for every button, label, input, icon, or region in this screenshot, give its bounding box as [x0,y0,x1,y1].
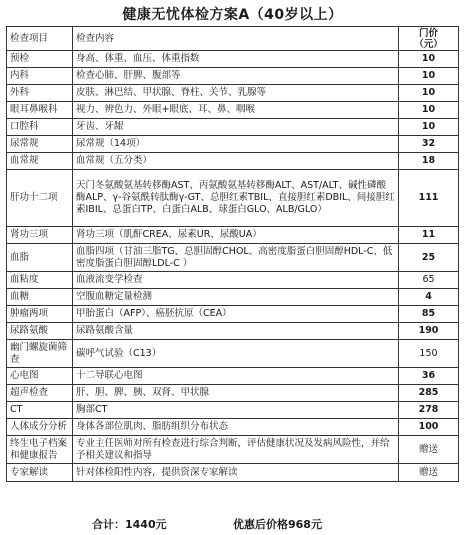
row-content: 十二导联心电图 [73,368,399,385]
row-price: 4 [399,289,459,306]
row-content: 针对体检阳性内容，提供资深专家解读 [73,464,399,482]
row-content: 空腹血糖定量检测 [73,289,399,306]
row-content: 血脂四项（甘油三脂TG、总胆固醇CHOL、高密度脂蛋白胆固醇HDL-C、低密度脂蛋白胆固醇LDL-C ） [73,244,399,272]
table-row [7,368,459,385]
row-price: 65 [399,272,459,289]
table-row [7,170,459,227]
row-item: 预检 [7,51,73,68]
table-row [7,102,459,119]
row-item: 口腔科 [7,119,73,136]
row-price: 32 [399,136,459,153]
table-row [7,272,459,289]
row-item: 超声检查 [7,385,73,402]
row-item: CT [7,402,73,419]
table-row [7,85,459,102]
header-item: 检查项目 [7,27,73,51]
table-row [7,464,459,482]
row-price: 85 [399,306,459,323]
row-content: 牙齿、牙龈 [73,119,399,136]
header-price [399,27,459,51]
row-item: 血糖 [7,289,73,306]
row-price: 25 [399,244,459,272]
row-item: 血粘度 [7,272,73,289]
row-price: 278 [399,402,459,419]
row-content: 胸部CT [73,402,399,419]
total-price: 合计：1440元 [92,518,167,531]
row-item: 肾功三项 [7,227,73,244]
table-row [7,68,459,85]
row-price: 赠送 [399,436,459,464]
row-content: 专业主任医师对所有检查进行综合判断，评估健康状况及发病风险性，并给予相关建议和指导 [73,436,399,464]
row-item: 肝功十二项 [7,170,73,227]
table-row [7,323,459,340]
row-item: 尿路氨酸 [7,323,73,340]
row-content: 碳呼气试验（C13） [73,340,399,368]
price-footer [0,516,465,532]
row-item: 幽门螺旋菌筛查 [7,340,73,368]
row-content: 肝、胆、脾、胰、双肾、甲状腺 [73,385,399,402]
row-price: 285 [399,385,459,402]
table-row [7,289,459,306]
table-row [7,227,459,244]
discount-price: 优惠后价格968元 [233,518,322,531]
row-content: 身体各部位肌肉、脂肪组织分布状态 [73,419,399,436]
table-row [7,419,459,436]
table-row [7,306,459,323]
table-header-row [7,27,459,51]
row-price: 10 [399,119,459,136]
table-row [7,436,459,464]
row-price: 10 [399,51,459,68]
row-price: 111 [399,170,459,227]
row-item: 终生电子档案和健康报告 [7,436,73,464]
row-content: 视力、辨色力、外眼+眼底、耳、鼻、咽喉 [73,102,399,119]
row-content: 皮肤、淋巴结、甲状腺、脊柱、关节、乳腺等 [73,85,399,102]
row-price: 18 [399,153,459,170]
table-row [7,402,459,419]
row-content: 身高、体重、血压、体重指数 [73,51,399,68]
row-item: 肿瘤两项 [7,306,73,323]
row-content: 尿常规（14项） [73,136,399,153]
row-item: 人体成分分析 [7,419,73,436]
row-item: 心电图 [7,368,73,385]
header-content: 检查内容 [73,27,399,51]
row-content: 甲胎蛋白（AFP）、癌胚抗原（CEA） [73,306,399,323]
row-item: 血常规 [7,153,73,170]
row-content: 血液流变学检查 [73,272,399,289]
row-price: 150 [399,340,459,368]
row-price: 10 [399,68,459,85]
row-item: 外科 [7,85,73,102]
table-row [7,51,459,68]
row-content: 尿路氨酸含量 [73,323,399,340]
row-item: 专家解读 [7,464,73,482]
header-price-line1: 门价 [418,27,438,39]
row-price: 10 [399,85,459,102]
table-row [7,244,459,272]
header-price-line2: （元） [414,38,443,50]
row-price: 11 [399,227,459,244]
table-row [7,119,459,136]
row-item: 内科 [7,68,73,85]
row-item: 眼耳鼻喉科 [7,102,73,119]
row-price: 100 [399,419,459,436]
table-row [7,340,459,368]
row-content: 肾功三项（肌酐CREA、尿素UR、尿酸UA） [73,227,399,244]
table-row [7,136,459,153]
row-content: 检查心肺、肝脾、腹部等 [73,68,399,85]
row-price: 36 [399,368,459,385]
checkup-plan-table [6,26,459,482]
row-price: 190 [399,323,459,340]
row-price: 10 [399,102,459,119]
row-item: 血脂 [7,244,73,272]
row-item: 尿常规 [7,136,73,153]
table-row [7,153,459,170]
row-content: 血常规（五分类） [73,153,399,170]
page-title: 健康无忧体检方案A（40岁以上） [122,7,343,23]
table-row [7,385,459,402]
row-price: 赠送 [399,464,459,482]
row-content: 天门冬氨酸氨基转移酶AST、丙氨酸氨基转移酶ALT、AST/ALT、碱性磷酸酶ALP、γ-谷氨酰转肽酶γ-GT、总胆红素TBIL、直接胆红素DBIL、间接胆红素IBIL、总蛋白TP、白蛋白ALB、球蛋白GLO、ALB/GLO） [73,170,399,227]
